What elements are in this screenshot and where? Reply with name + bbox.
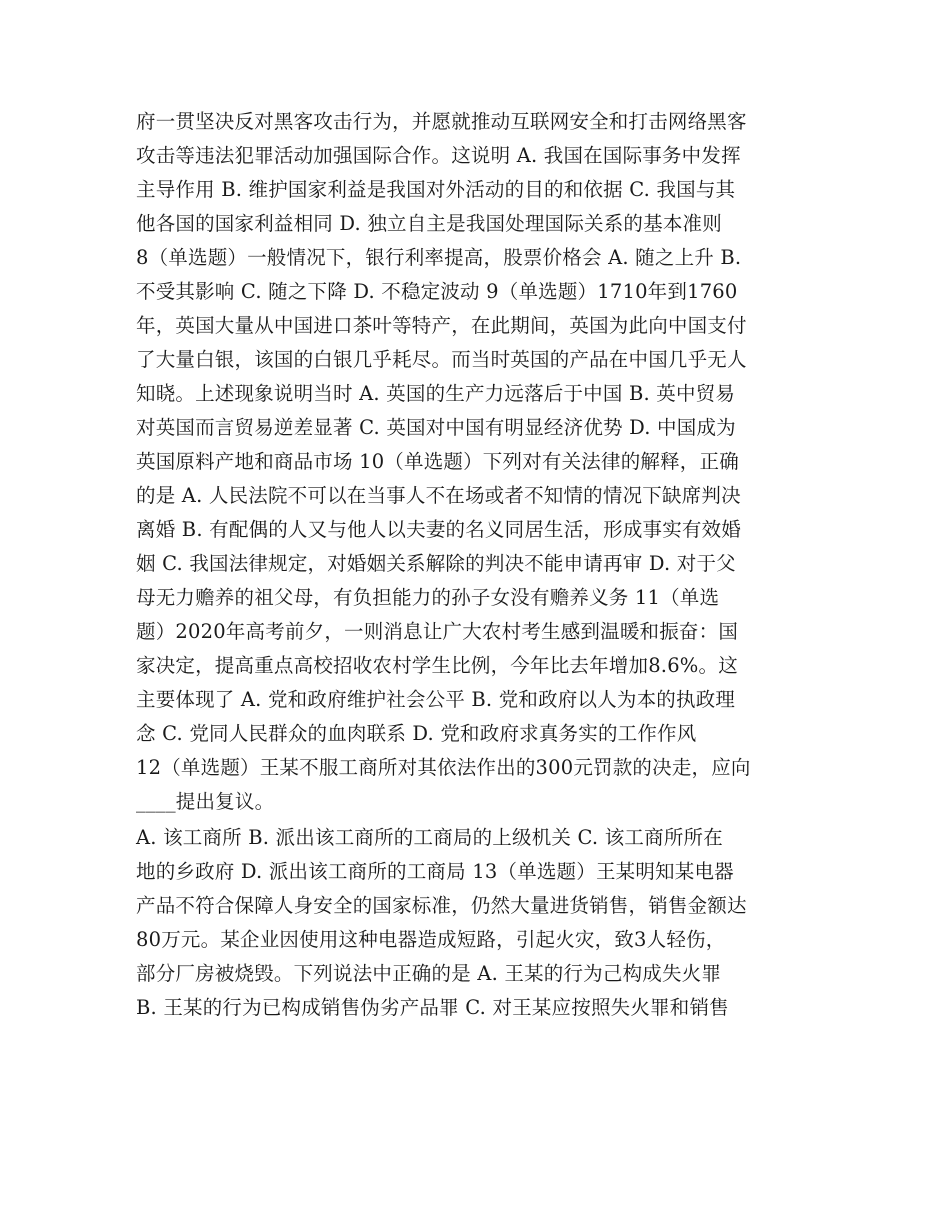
text-line: 他各国的国家利益相同 D. 独立自主是我国处理国际关系的基本准则 bbox=[136, 212, 722, 235]
text-line: 的是 A. 人民法院不可以在当事人不在场或者不知情的情况下缺席判决 bbox=[136, 484, 741, 507]
text-line: ____提出复议。 bbox=[136, 790, 275, 813]
text-line: 攻击等违法犯罪活动加强国际合作。这说明 A. 我国在国际事务中发挥 bbox=[136, 144, 741, 167]
text-line: 题）2020年高考前夕，一则消息让广大农村考生感到温暖和振奋：国 bbox=[136, 620, 739, 643]
text-line: 姻 C. 我国法律规定，对婚姻关系解除的判决不能申请再审 D. 对于父 bbox=[136, 552, 736, 575]
text-line: 英国原料产地和商品市场 10（单选题）下列对有关法律的解释，正确 bbox=[136, 450, 739, 473]
text-line: 母无力赡养的祖父母，有负担能力的孙子女没有赡养义务 11（单选 bbox=[136, 586, 720, 609]
text-line: 年，英国大量从中国进口茶叶等特产，在此期间，英国为此向中国支付 bbox=[136, 314, 747, 337]
text-line: 地的乡政府 D. 派出该工商所的工商局 13（单选题）王某明知某电器 bbox=[136, 860, 734, 883]
text-line: 不受其影响 C. 随之下降 D. 不稳定波动 9（单选题）1710年到1760 bbox=[136, 280, 738, 303]
text-line: 部分厂房被烧毁。下列说法中正确的是 A. 王某的行为己构成失火罪 bbox=[136, 962, 722, 985]
text-line: 主要体现了 A. 党和政府维护社会公平 B. 党和政府以人为本的执政理 bbox=[136, 688, 736, 711]
text-line: 家决定，提高重点高校招收农村学生比例，今年比去年增加8.6%。这 bbox=[136, 654, 738, 677]
text-line: 府一贯坚决反对黑客攻击行为，并愿就推动互联网安全和打击网络黑客 bbox=[136, 110, 747, 133]
text-line: 对英国而言贸易逆差显著 C. 英国对中国有明显经济优势 D. 中国成为 bbox=[136, 416, 736, 439]
text-line: B. 王某的行为已构成销售伪劣产品罪 C. 对王某应按照失火罪和销售 bbox=[136, 996, 729, 1019]
text-line: 知晓。上述现象说明当时 A. 英国的生产力远落后于中国 B. 英中贸易 bbox=[136, 382, 736, 405]
text-line: 产品不符合保障人身安全的国家标准，仍然大量进货销售，销售金额达 bbox=[136, 894, 747, 917]
text-line: 离婚 B. 有配偶的人又与他人以夫妻的名义同居生活，形成事实有效婚 bbox=[136, 518, 742, 541]
text-line: 了大量白银，该国的白银几乎耗尽。而当时英国的产品在中国几乎无人 bbox=[136, 348, 747, 371]
text-line: 80万元。某企业因使用这种电器造成短路，引起火灾，致3人轻伤， bbox=[136, 928, 726, 951]
text-line: A. 该工商所 B. 派出该工商所的工商局的上级机关 C. 该工商所所在 bbox=[136, 826, 723, 849]
text-line: 主导作用 B. 维护国家利益是我国对外活动的目的和依据 C. 我国与其 bbox=[136, 178, 736, 201]
text-line: 念 C. 党同人民群众的血肉联系 D. 党和政府求真务实的工作作风 bbox=[136, 722, 697, 745]
text-line: 12（单选题）王某不服工商所对其依法作出的300元罚款的决走，应向 bbox=[136, 756, 751, 779]
text-line: 8（单选题）一般情况下，银行利率提高，股票价格会 A. 随之上升 B. bbox=[136, 246, 742, 269]
